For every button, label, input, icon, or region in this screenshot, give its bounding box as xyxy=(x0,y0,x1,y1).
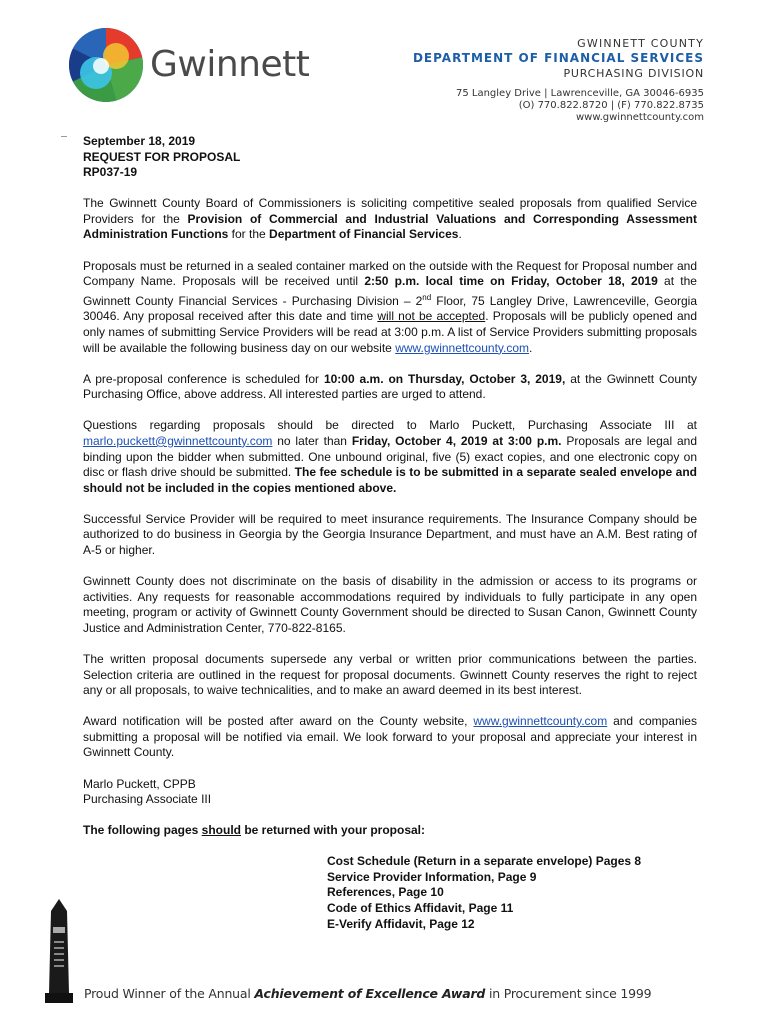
department-name: DEPARTMENT OF FINANCIAL SERVICES xyxy=(412,51,704,65)
paragraph-intro: The Gwinnett County Board of Commissioners is soliciting competitive sealed proposals from qualified Service Providers for the Provision of Commercial and Industrial Valuations and Corresponding Assessment Administration Functions for the Department of Financial Services. xyxy=(83,196,697,242)
email-link[interactable]: marlo.puckett@gwinnettcounty.com xyxy=(83,433,273,448)
website-link[interactable]: www.gwinnettcounty.com xyxy=(395,340,530,355)
header-website: www.gwinnettcounty.com xyxy=(575,112,704,123)
list-item: Code of Ethics Affidavit, Page 11 xyxy=(327,901,514,916)
list-item: Service Provider Information, Page 9 xyxy=(327,869,537,884)
paragraph-questions: Questions regarding proposals should be directed to Marlo Puckett, Purchasing Associate III at marlo.puckett@gwinnettcounty.com no later than Friday, October 4, 2019 at 3:00 p.m. Proposals are legal and binding upon the bidder when submitted. One unbound original, five (5) exact copies, and one electronic copy on disc or flash drive should be submitted. The fee schedule is to be submitted in a separate sealed envelope and should not be included in the copies mentioned above. xyxy=(83,418,697,495)
paragraph-conference: A pre-proposal conference is scheduled for 10:00 a.m. on Thursday, October 3, 2019, at the Gwinnett County Purchasing Office, above address. All interested parties are urged to attend. xyxy=(83,371,697,402)
list-item: Cost Schedule (Return in a separate envelope) Pages 8 xyxy=(327,854,642,869)
paragraph-submission: Proposals must be returned in a sealed container marked on the outside with the Request for Proposal number and Company Name. Proposals will be received until 2:50 p.m. local time on Friday, October 18, 2019 at the Gwinnett County Financial Services - Purchasing Division – 2nd Floor, 75 Langley Drive, Lawrenceville, Georgia 30046. Any proposal received after this date and time will not be accepted. Proposals will be publicly opened and only names of submitting Service Providers will be read at 3:00 p.m. A list of Service Providers submitting proposals will be available the following business day on our website www.gwinnettcounty.com. xyxy=(83,258,697,355)
department-header xyxy=(413,37,704,123)
letter-body xyxy=(83,134,697,932)
rfp-type: REQUEST FOR PROPOSAL xyxy=(83,149,241,164)
signer-title: Purchasing Associate III xyxy=(83,792,212,807)
list-item: E-Verify Affidavit, Page 12 xyxy=(327,916,475,931)
county-name: GWINNETT COUNTY xyxy=(577,37,704,50)
footer-award-text: Proud Winner of the Annual Achievement of Excellence Award in Procurement since 1999 xyxy=(84,986,652,1001)
logo-circle-icon xyxy=(68,26,148,106)
list-item: References, Page 10 xyxy=(327,885,444,900)
rfp-number: RP037-19 xyxy=(83,165,138,180)
margin-tick xyxy=(61,136,67,137)
signature-block xyxy=(83,777,697,808)
returns-heading: The following pages should be returned with your proposal: xyxy=(83,823,426,838)
letter-date: September 18, 2019 xyxy=(83,134,196,148)
logo-wordmark: Gwinnett xyxy=(150,44,310,85)
signer-name: Marlo Puckett, CPPB xyxy=(83,776,196,791)
rfp-heading xyxy=(83,134,697,181)
address: 75 Langley Drive | Lawrenceville, GA 30046-6935 xyxy=(455,88,704,99)
paragraph-supersede: The written proposal documents supersede any verbal or written prior communications between the parties. Selection criteria are outlined in the request for proposal documents. Gwinnett County reserves the right to reject any or all proposals, to waive technicalities, and to make an award deemed in its best interest. xyxy=(83,651,697,698)
paragraph-award: Award notification will be posted after award on the County website, www.gwinnettcounty.com and companies submitting a proposal will be notified via email. We look forward to your proposal and appreciate your interest in Gwinnett County. xyxy=(83,714,697,760)
phone-fax: (O) 770.822.8720 | (F) 770.822.8735 xyxy=(518,100,704,111)
award-trophy-icon xyxy=(42,897,76,1010)
paragraph-insurance: Successful Service Provider will be required to meet insurance requirements. The Insurance Company should be authorized to do business in Georgia by the Georgia Insurance Department, and must have an A.M. Best rating of A-5 or higher. xyxy=(83,511,697,557)
paragraph-accessibility: Gwinnett County does not discriminate on the basis of disability in the admission or access to its programs or activities. Any requests for reasonable accommodations required by individuals to fully participate in any open meeting, program or activity of Gwinnett County Government should be directed to Susan Canon, Gwinnett County Justice and Administration Center, 770-822-8165. xyxy=(83,574,697,635)
returns-list xyxy=(327,854,697,932)
award-website-link[interactable]: www.gwinnettcounty.com xyxy=(473,714,608,729)
gwinnett-logo xyxy=(68,26,148,111)
division-name: PURCHASING DIVISION xyxy=(563,67,704,80)
